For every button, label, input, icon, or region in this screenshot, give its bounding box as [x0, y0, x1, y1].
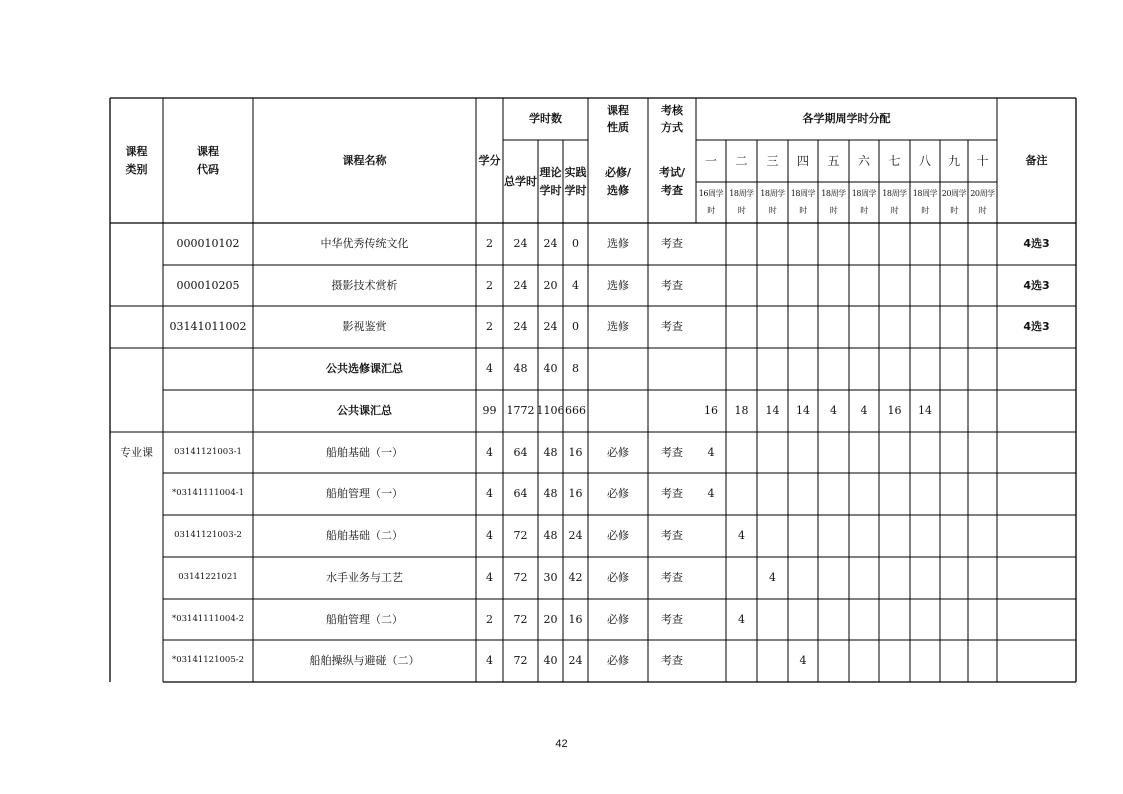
semester-hours-cell — [818, 557, 849, 599]
practice-hours-cell: 666 — [565, 404, 586, 418]
course-nature-cell: 选修 — [607, 320, 629, 334]
assessment-cell: 考查 — [661, 529, 683, 543]
course-name: 中华优秀传统文化 — [320, 237, 409, 251]
semester-hours-cell — [968, 390, 997, 432]
remark-cell: 4选3 — [1023, 278, 1050, 292]
practice-hours-cell: 8 — [572, 362, 579, 376]
assessment-cell: 考查 — [661, 237, 683, 251]
semester-hours-cell — [696, 599, 726, 640]
theory-hours-cell: 1106 — [536, 404, 565, 418]
remark-cell — [997, 390, 1076, 432]
theory-hours-cell: 40 — [543, 654, 558, 668]
remark-cell — [997, 599, 1076, 640]
semester-hours-cell — [879, 223, 910, 265]
header-semester: 七 — [888, 153, 901, 168]
course-name: 船舶基础（二） — [326, 529, 403, 543]
practice-hours-cell: 4 — [572, 278, 579, 292]
semester-hours-cell: 4 — [860, 404, 868, 418]
course-nature-cell: 必修 — [607, 612, 629, 626]
semester-hours-cell — [757, 348, 788, 390]
assessment-cell: 考查 — [661, 278, 683, 292]
semester-hours-cell — [910, 557, 940, 599]
total-hours-cell: 64 — [513, 487, 528, 501]
total-hours-cell: 1772 — [506, 404, 535, 418]
semester-hours-cell — [757, 599, 788, 640]
category-cell — [110, 223, 163, 265]
semester-hours-cell — [788, 599, 818, 640]
semester-hours-cell — [879, 348, 910, 390]
header-semester: 六 — [857, 153, 870, 168]
semester-hours-cell — [968, 223, 997, 265]
semester-hours-cell — [757, 265, 788, 306]
semester-hours-cell — [726, 432, 757, 473]
course-name: 船舶管理（一） — [326, 487, 403, 501]
course-nature-cell: 选修 — [607, 237, 629, 251]
semester-hours-cell — [879, 599, 910, 640]
semester-hours-cell — [696, 640, 726, 682]
remark-cell — [997, 473, 1076, 515]
assessment-cell: 考查 — [661, 487, 683, 501]
semester-hours-cell: 4 — [738, 529, 745, 543]
semester-hours-cell — [757, 515, 788, 557]
semester-hours-cell — [849, 515, 879, 557]
total-hours-cell: 72 — [513, 571, 528, 585]
course-code: 000010102 — [176, 237, 240, 251]
semester-hours-cell — [788, 348, 818, 390]
semester-hours-cell — [726, 640, 757, 682]
header-semester: 五 — [827, 153, 840, 168]
header-weeks: 18周学 时 — [882, 188, 907, 215]
semester-hours-cell — [726, 306, 757, 348]
semester-hours-cell: 16 — [704, 404, 718, 418]
course-name: 公共选修课汇总 — [326, 362, 403, 376]
course-name: 影视鉴赏 — [342, 320, 387, 334]
theory-hours-cell: 20 — [543, 612, 558, 626]
semester-hours-cell — [818, 265, 849, 306]
course-name: 水手业务与工艺 — [326, 571, 403, 585]
assessment-cell: 考查 — [661, 612, 683, 626]
semester-hours-cell — [968, 348, 997, 390]
category-cell — [110, 640, 163, 682]
course-code — [163, 390, 253, 432]
header-semester: 二 — [735, 153, 748, 168]
semester-hours-cell: 4 — [707, 445, 715, 459]
header-assessment: 考核 方式 — [661, 103, 683, 134]
semester-hours-cell — [968, 557, 997, 599]
theory-hours-cell: 40 — [543, 362, 558, 376]
semester-hours-cell — [910, 515, 940, 557]
category-cell — [110, 306, 163, 348]
semester-hours-cell — [849, 557, 879, 599]
semester-hours-cell — [818, 473, 849, 515]
course-name: 船舶基础（一） — [326, 445, 403, 459]
total-hours-cell: 72 — [513, 529, 528, 543]
theory-hours-cell: 48 — [543, 445, 558, 459]
credits-cell: 4 — [486, 362, 493, 376]
credits-cell: 2 — [486, 320, 493, 334]
header-weeks: 16周学 时 — [698, 188, 724, 215]
semester-hours-cell — [940, 557, 968, 599]
semester-hours-cell — [788, 265, 818, 306]
semester-hours-cell — [849, 640, 879, 682]
practice-hours-cell: 24 — [568, 654, 583, 668]
semester-hours-cell — [940, 640, 968, 682]
semester-hours-cell — [940, 306, 968, 348]
theory-hours-cell: 24 — [543, 320, 558, 334]
credits-cell: 4 — [486, 571, 493, 585]
practice-hours-cell: 24 — [568, 529, 583, 543]
page-number: 42 — [555, 738, 568, 750]
assessment-cell: 考查 — [661, 654, 683, 668]
semester-hours-cell — [968, 432, 997, 473]
category-cell — [110, 348, 163, 390]
header-weeks: 18周学 时 — [912, 188, 938, 215]
credits-cell: 99 — [482, 404, 497, 418]
practice-hours-cell: 42 — [568, 571, 583, 585]
header-semester: 八 — [918, 153, 931, 168]
semester-hours-cell: 4 — [769, 571, 776, 585]
credits-cell: 4 — [486, 487, 493, 501]
practice-hours-cell: 16 — [568, 445, 583, 459]
credits-cell: 4 — [486, 529, 493, 543]
header-semester-group: 各学期周学时分配 — [802, 112, 891, 126]
course-nature-cell: 必修 — [607, 654, 629, 668]
semester-hours-cell — [726, 473, 757, 515]
total-hours-cell: 48 — [513, 362, 528, 376]
semester-hours-cell: 18 — [734, 404, 749, 418]
semester-hours-cell — [757, 306, 788, 348]
course-code: *03141111004-1 — [171, 488, 245, 499]
semester-hours-cell: 4 — [830, 404, 837, 418]
header-semester: 三 — [766, 153, 779, 168]
course-code: 03141221021 — [178, 572, 238, 583]
course-code: 03141121003-1 — [174, 446, 242, 457]
assessment-cell: 考查 — [661, 571, 683, 585]
semester-hours-cell — [879, 432, 910, 473]
category-cell — [110, 473, 163, 515]
header-weeks: 18周学 时 — [851, 188, 877, 215]
semester-hours-cell — [940, 390, 968, 432]
course-nature-cell: 选修 — [607, 278, 629, 292]
assessment-cell — [648, 348, 696, 390]
credits-cell: 2 — [486, 612, 493, 626]
header-category: 课程 类别 — [125, 145, 148, 176]
semester-hours-cell — [849, 306, 879, 348]
semester-hours-cell — [757, 473, 788, 515]
course-code — [163, 348, 253, 390]
category-cell — [110, 599, 163, 640]
header-assessment-values: 考试/ 考查 — [658, 166, 686, 197]
semester-hours-cell — [696, 557, 726, 599]
course-name: 船舶操纵与避碰（二） — [309, 654, 420, 668]
semester-hours-cell — [726, 557, 757, 599]
course-name: 公共课汇总 — [337, 404, 392, 418]
course-code: *03141111004-2 — [171, 613, 245, 624]
semester-hours-cell — [849, 348, 879, 390]
theory-hours-cell: 30 — [543, 571, 558, 585]
header-theory-hours: 理论 学时 — [539, 166, 562, 197]
semester-hours-cell — [696, 223, 726, 265]
semester-hours-cell — [910, 599, 940, 640]
semester-hours-cell: 4 — [707, 487, 715, 501]
semester-hours-cell — [788, 557, 818, 599]
theory-hours-cell: 48 — [543, 529, 558, 543]
semester-hours-cell — [879, 306, 910, 348]
semester-hours-cell: 14 — [796, 404, 810, 418]
course-code: *03141121005-2 — [171, 655, 245, 666]
course-name: 船舶管理（二） — [326, 612, 403, 626]
remark-cell: 4选3 — [1023, 320, 1050, 334]
category-cell — [110, 557, 163, 599]
semester-hours-cell — [879, 265, 910, 306]
total-hours-cell: 24 — [513, 320, 528, 334]
semester-hours-cell — [940, 599, 968, 640]
semester-hours-cell — [818, 599, 849, 640]
semester-hours-cell — [910, 432, 940, 473]
category-cell — [110, 390, 163, 432]
remark-cell — [997, 432, 1076, 473]
semester-hours-cell — [788, 432, 818, 473]
total-hours-cell: 72 — [513, 654, 528, 668]
semester-hours-cell — [696, 265, 726, 306]
semester-hours-cell — [940, 348, 968, 390]
semester-hours-cell — [879, 515, 910, 557]
semester-hours-cell — [818, 223, 849, 265]
remark-cell — [997, 515, 1076, 557]
header-remarks: 备注 — [1025, 153, 1048, 167]
semester-hours-cell — [940, 223, 968, 265]
semester-hours-cell — [968, 515, 997, 557]
course-nature-cell: 必修 — [607, 445, 629, 459]
semester-hours-cell — [818, 432, 849, 473]
course-code: 03141121003-2 — [174, 530, 242, 541]
semester-hours-cell — [696, 348, 726, 390]
semester-hours-cell — [726, 348, 757, 390]
semester-hours-cell — [849, 265, 879, 306]
semester-hours-cell — [788, 473, 818, 515]
remark-cell — [997, 557, 1076, 599]
course-name: 摄影技术赏析 — [331, 278, 398, 292]
semester-hours-cell: 14 — [918, 404, 932, 418]
theory-hours-cell: 24 — [543, 237, 558, 251]
semester-hours-cell — [940, 515, 968, 557]
semester-hours-cell: 4 — [738, 612, 745, 626]
semester-hours-cell — [726, 265, 757, 306]
credits-cell: 4 — [486, 445, 493, 459]
assessment-cell — [648, 390, 696, 432]
semester-hours-cell — [818, 306, 849, 348]
header-credits: 学分 — [478, 153, 501, 167]
header-semester: 九 — [947, 153, 960, 168]
semester-hours-cell — [849, 432, 879, 473]
total-hours-cell: 24 — [513, 237, 528, 251]
semester-hours-cell — [968, 265, 997, 306]
header-weeks: 18周学 时 — [729, 188, 754, 215]
semester-hours-cell — [849, 223, 879, 265]
semester-hours-cell: 16 — [887, 404, 902, 418]
course-nature-cell — [588, 348, 648, 390]
semester-hours-cell — [696, 515, 726, 557]
credits-cell: 2 — [486, 237, 493, 251]
semester-hours-cell — [968, 473, 997, 515]
semester-hours-cell — [849, 599, 879, 640]
semester-hours-cell: 4 — [799, 654, 807, 668]
header-nature: 课程 性质 — [607, 103, 629, 134]
category-cell — [110, 265, 163, 306]
header-weeks: 18周学 时 — [790, 188, 816, 215]
semester-hours-cell — [910, 306, 940, 348]
assessment-cell: 考查 — [661, 445, 683, 459]
header-weeks: 18周学 时 — [760, 188, 785, 215]
semester-hours-cell — [968, 640, 997, 682]
credits-cell: 2 — [486, 278, 493, 292]
semester-hours-cell — [940, 473, 968, 515]
semester-hours-cell — [818, 640, 849, 682]
theory-hours-cell: 20 — [543, 278, 558, 292]
remark-cell — [997, 348, 1076, 390]
course-nature-cell — [588, 390, 648, 432]
header-course-name: 课程名称 — [342, 153, 387, 167]
semester-hours-cell — [940, 265, 968, 306]
semester-hours-cell — [879, 473, 910, 515]
semester-hours-cell — [879, 640, 910, 682]
header-hours-group: 学时数 — [529, 112, 562, 126]
semester-hours-cell — [940, 432, 968, 473]
semester-hours-cell: 14 — [765, 404, 780, 418]
header-weeks: 20周学 时 — [941, 188, 967, 215]
semester-hours-cell — [726, 223, 757, 265]
credits-cell: 4 — [486, 654, 493, 668]
semester-hours-cell — [788, 306, 818, 348]
semester-hours-cell — [757, 432, 788, 473]
header-code: 课程 代码 — [197, 145, 219, 176]
practice-hours-cell: 16 — [568, 612, 583, 626]
category-cell: 专业课 — [120, 445, 153, 459]
semester-hours-cell — [788, 223, 818, 265]
semester-hours-cell — [757, 223, 788, 265]
theory-hours-cell: 48 — [543, 487, 558, 501]
semester-hours-cell — [910, 473, 940, 515]
remark-cell — [997, 640, 1076, 682]
header-weeks: 20周学 时 — [970, 188, 995, 215]
semester-hours-cell — [968, 306, 997, 348]
semester-hours-cell — [910, 640, 940, 682]
semester-hours-cell — [968, 599, 997, 640]
semester-hours-cell — [818, 515, 849, 557]
course-nature-cell: 必修 — [607, 529, 629, 543]
total-hours-cell: 64 — [513, 445, 528, 459]
total-hours-cell: 24 — [513, 278, 528, 292]
semester-hours-cell — [696, 306, 726, 348]
total-hours-cell: 72 — [513, 612, 528, 626]
semester-hours-cell — [879, 557, 910, 599]
semester-hours-cell — [757, 640, 788, 682]
semester-hours-cell — [910, 265, 940, 306]
category-cell — [110, 515, 163, 557]
practice-hours-cell: 0 — [572, 320, 579, 334]
header-semester: 十 — [976, 153, 989, 168]
header-semester: 一 — [704, 153, 717, 168]
course-code: 03141011002 — [169, 320, 247, 334]
semester-hours-cell — [910, 223, 940, 265]
semester-hours-cell — [910, 348, 940, 390]
course-nature-cell: 必修 — [607, 487, 629, 501]
semester-hours-cell — [818, 348, 849, 390]
course-code: 000010205 — [176, 278, 240, 292]
remark-cell: 4选3 — [1023, 237, 1050, 251]
header-practice-hours: 实践 学时 — [564, 166, 587, 197]
course-nature-cell: 必修 — [607, 571, 629, 585]
header-nature-values: 必修/ 选修 — [604, 166, 632, 197]
practice-hours-cell: 16 — [568, 487, 583, 501]
header-weeks: 18周学 时 — [821, 188, 846, 215]
semester-hours-cell — [849, 473, 879, 515]
header-semester: 四 — [796, 153, 809, 168]
assessment-cell: 考查 — [661, 320, 683, 334]
practice-hours-cell: 0 — [572, 237, 579, 251]
header-total-hours: 总学时 — [504, 174, 537, 188]
semester-hours-cell — [788, 515, 818, 557]
